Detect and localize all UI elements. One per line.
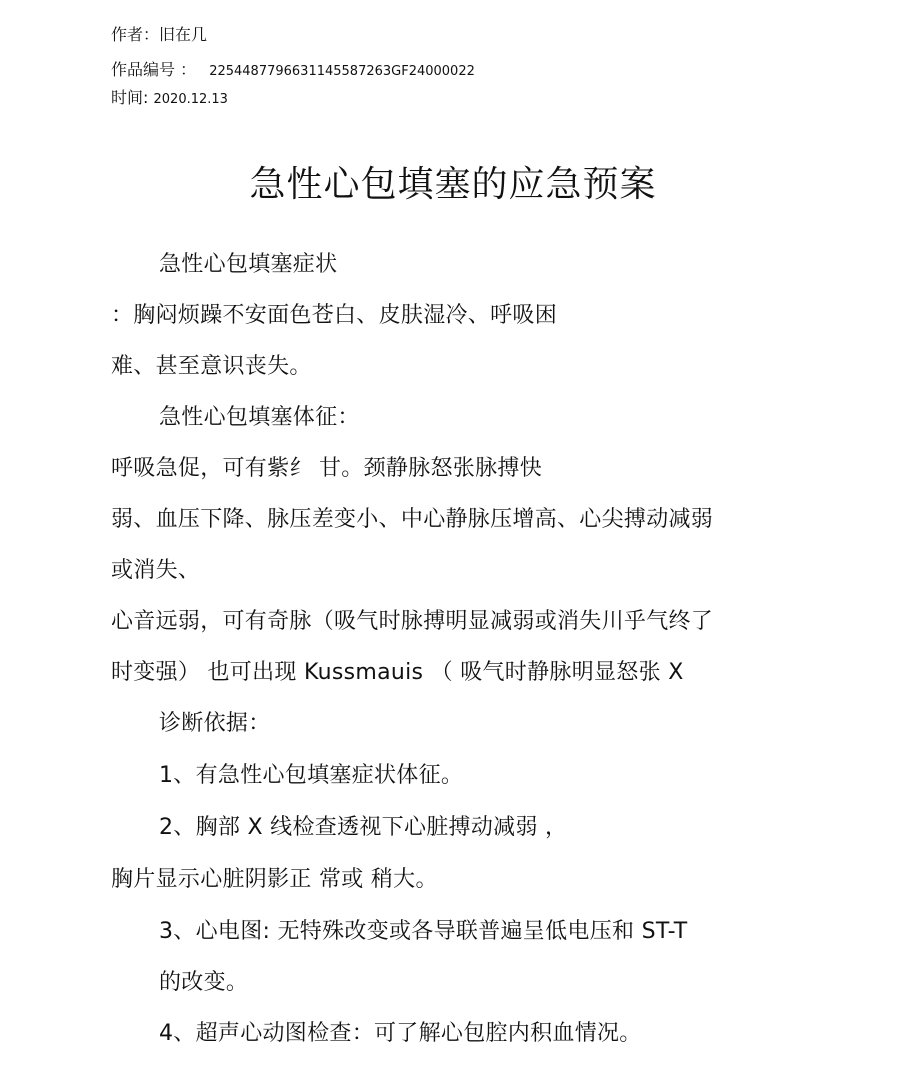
paragraph-line: 难、甚至意识丧失。: [111, 354, 312, 379]
document-title: 急性心包填塞的应急预案: [249, 164, 657, 205]
author-line: [111, 25, 207, 45]
paragraph-line: 或消失、: [111, 558, 201, 583]
paragraph-line: 呼吸急促，可有紫纟 甘。颈静脉怒张脉搏快: [111, 456, 542, 481]
paragraph-line: 急性心包填塞症状: [159, 252, 338, 277]
work-number-value: 2254487796631145587263GF24000022: [209, 64, 475, 79]
paragraph-line: 急性心包填塞体征：: [159, 405, 360, 430]
paragraph-line: 心音远弱，可有奇脉（吸气时脉搏明显减弱或消失川乎气终了: [111, 609, 714, 634]
paragraph-line: 诊断依据：: [159, 711, 271, 736]
paragraph-line: 3、心电图: 无特殊改变或各导联普遍呈低电压和 ST-T: [159, 919, 688, 944]
paragraph-line: 2、胸部 X 线检查透视下心脏搏动减弱 ，: [159, 815, 568, 840]
time-label: 时间:: [111, 88, 149, 107]
author-label: 作者：: [111, 25, 160, 44]
paragraph-line: 1、有急性心包填塞症状体征。: [159, 763, 464, 788]
paragraph-line: 的改变。: [159, 970, 249, 995]
paragraph-line: 时变强） 也可出现 Kussmauis （ 吸气时静脉明显怒张 X: [111, 660, 684, 685]
time-line: [111, 88, 228, 110]
work-number-label: 作品编号 ：: [111, 60, 197, 79]
paragraph-line: 胸片显示心脏阴影正 常或 稍大。: [111, 867, 438, 892]
work-number-line: [111, 60, 475, 82]
paragraph-line: ：胸闷烦躁不安面色苍白、皮肤湿冷、呼吸困: [111, 303, 558, 328]
paragraph-line: 4、超声心动图检查：可了解心包腔内积血情况。: [159, 1021, 642, 1046]
author-value: 旧在几: [159, 25, 208, 44]
time-value: 2020.12.13: [153, 92, 228, 107]
paragraph-line: 弱、血压下降、脉压差变小、中心静脉压增高、心尖搏动减弱: [111, 507, 714, 532]
